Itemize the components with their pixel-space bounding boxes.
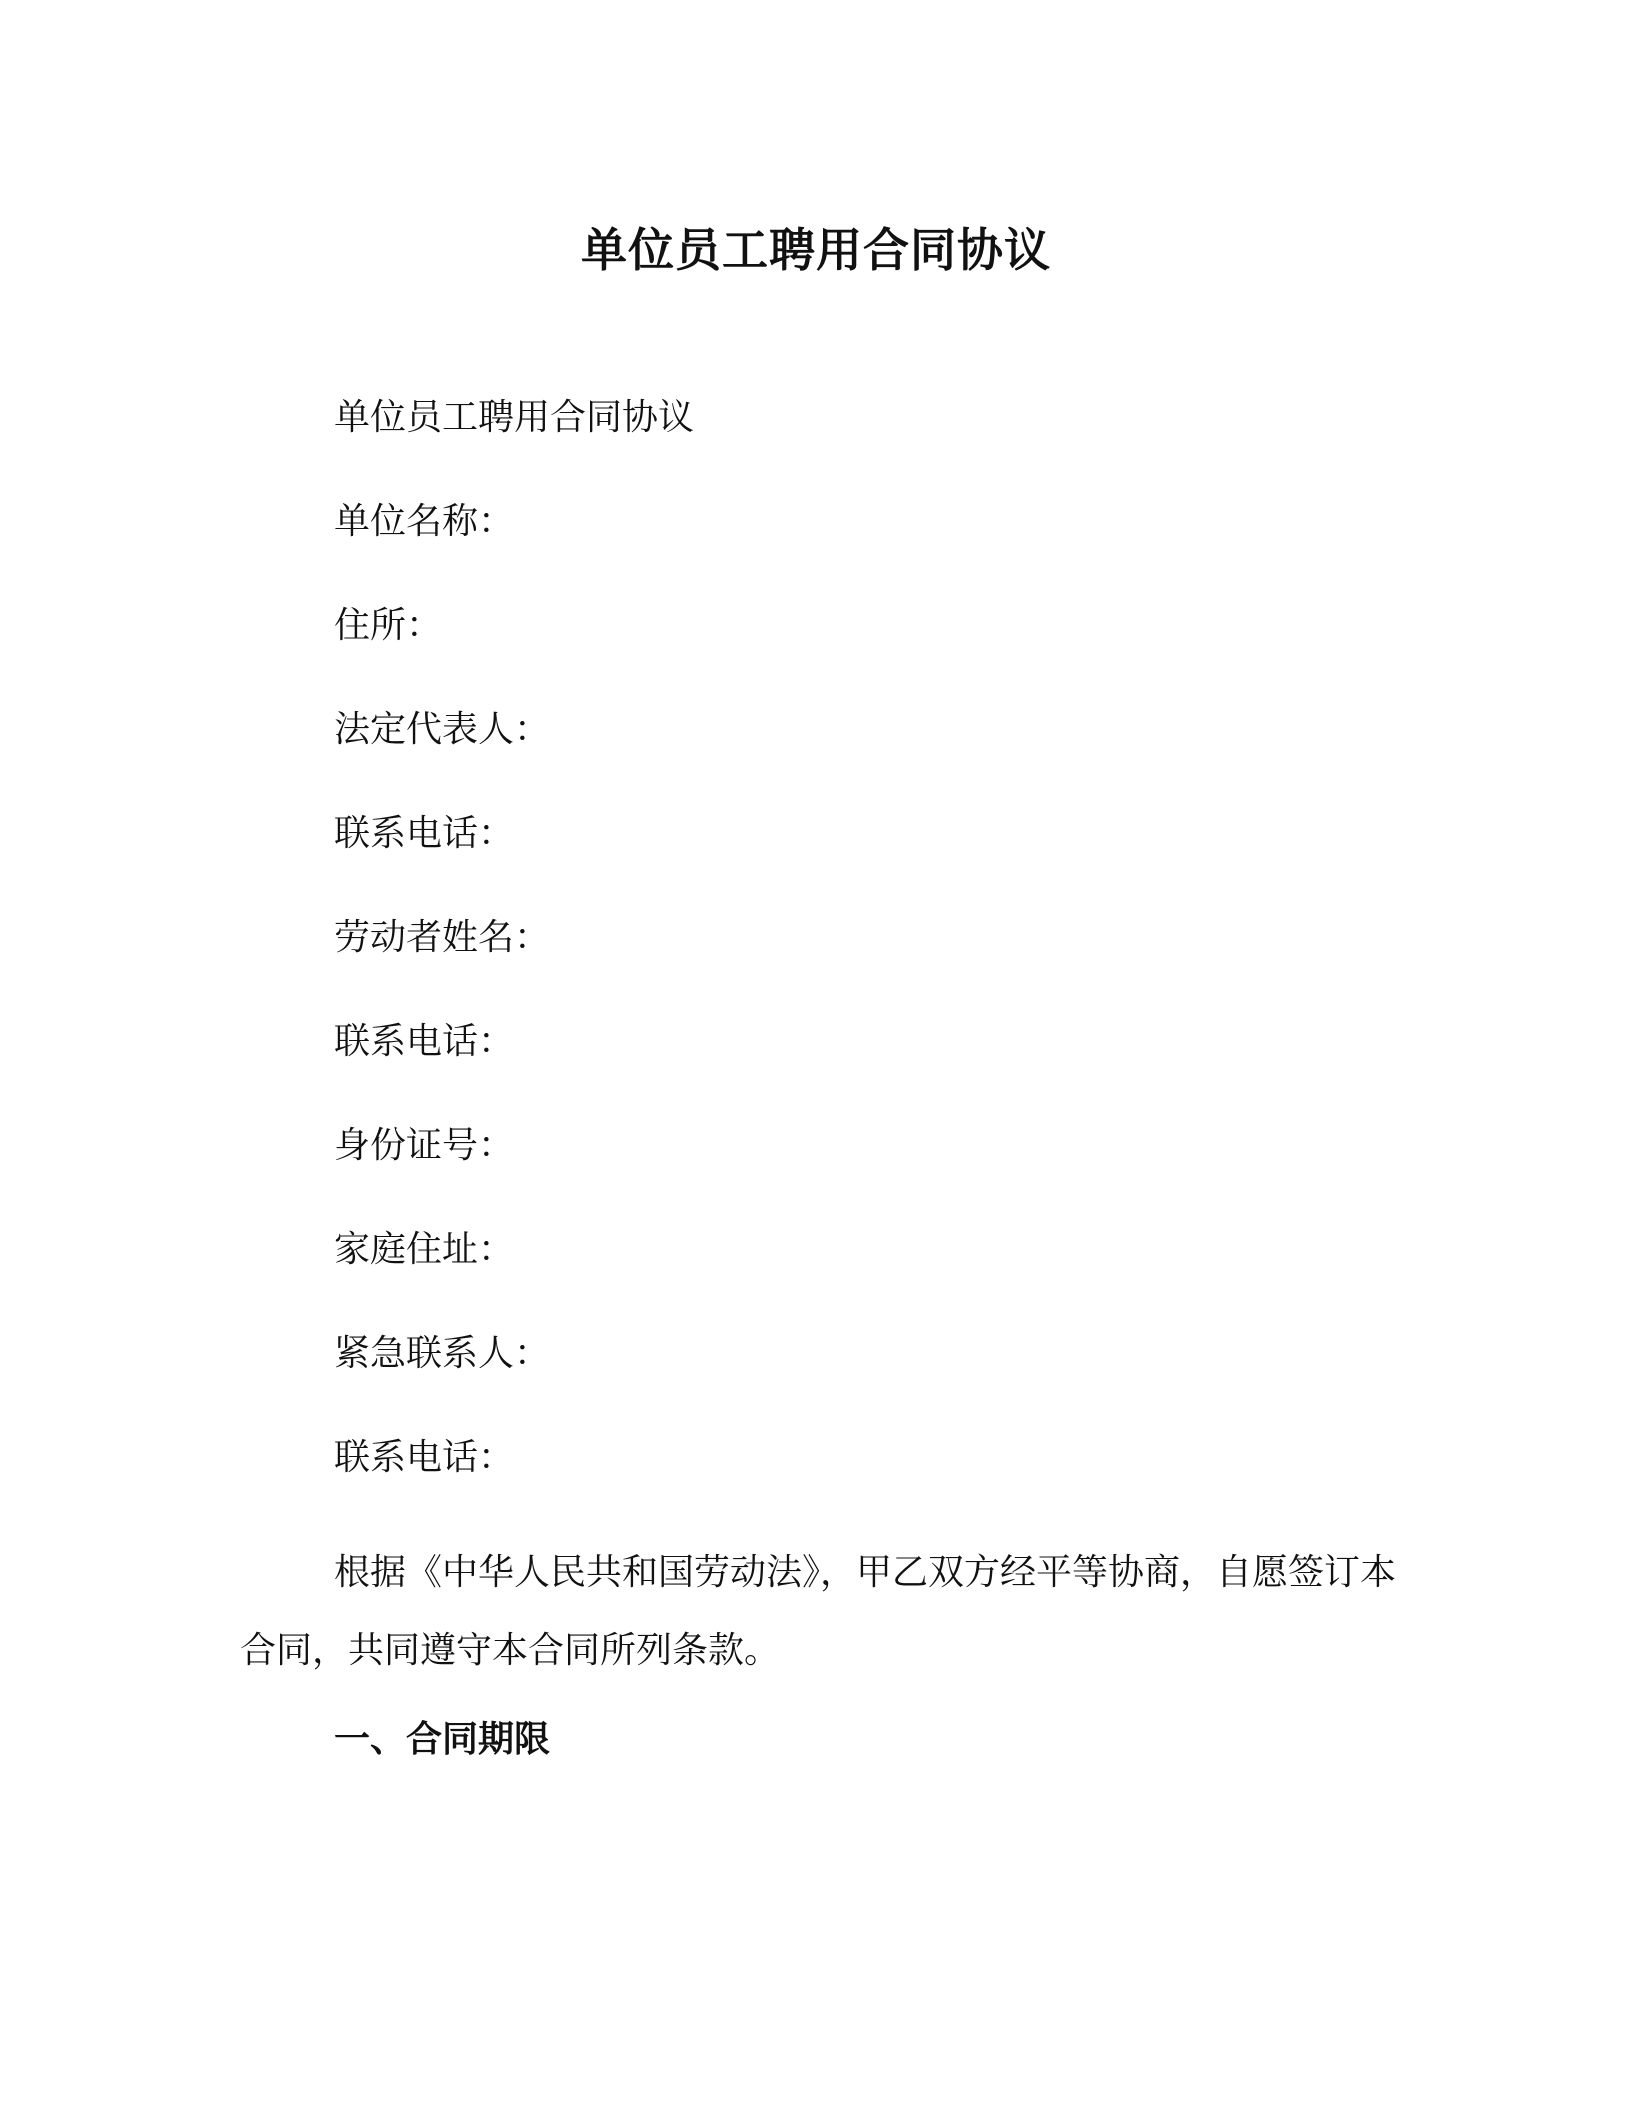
preamble-paragraph: 根据《中华人民共和国劳动法》，甲乙双方经平等协商，自愿签订本合同，共同遵守本合同所列条款。 bbox=[240, 1552, 1397, 1671]
document-title: 单位员工聘用合同协议 bbox=[581, 223, 1051, 277]
field-worker-name: 劳动者姓名： bbox=[334, 917, 551, 958]
field-address: 住所： bbox=[334, 605, 443, 646]
section-heading-contract-term: 一、合同期限 bbox=[334, 1719, 551, 1760]
field-legal-representative: 法定代表人： bbox=[334, 709, 551, 750]
field-company-name: 单位名称： bbox=[334, 501, 515, 542]
field-emergency-phone: 联系电话： bbox=[334, 1437, 515, 1478]
subtitle-line: 单位员工聘用合同协议 bbox=[334, 397, 695, 438]
field-worker-phone: 联系电话： bbox=[334, 1021, 515, 1062]
field-id-number: 身份证号： bbox=[334, 1125, 515, 1166]
field-company-phone: 联系电话： bbox=[334, 813, 515, 854]
field-home-address: 家庭住址： bbox=[334, 1229, 515, 1270]
field-emergency-contact: 紧急联系人： bbox=[334, 1333, 551, 1374]
party-info-fields bbox=[334, 394, 694, 1538]
